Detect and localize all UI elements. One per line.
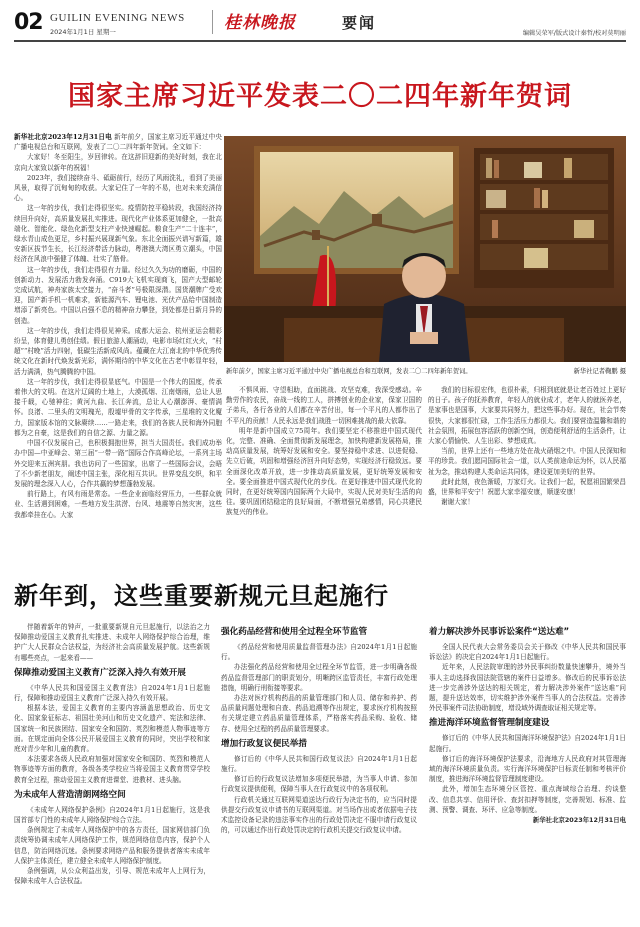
paragraph (221, 754, 417, 774)
paragraph-text: 此外，增加生态环境分区管控、重点海域综合治理、约谈整改、信息共享、信用评价、查封扣押等制度，完善规划、标准、监测、预警、调查、环评、应急等制度。 (429, 785, 626, 814)
paragraph (14, 825, 210, 866)
news-photo-illustration (224, 136, 626, 362)
page-header (14, 6, 626, 40)
speech-column-left (14, 132, 222, 550)
paragraph-text: 大家好！冬至阳生，岁回律转。在这辞旧迎新的美好时刻，我在北京向大家致以新年的祝福！ (14, 153, 222, 172)
paragraph (14, 683, 210, 703)
header-rule (14, 40, 626, 42)
paragraph (429, 754, 626, 785)
editor-credits: 编辑吴荣军/版式设计秦哲/校对莫明丽 (522, 30, 626, 37)
paragraph-text: 条例强调，从公众利益出发，引导、规范未成年人上网行为，保障未成年人合法权益。 (14, 867, 210, 886)
paragraph-text: 近年来，人民法院审理的涉外民事纠纷数量快速攀升，境外当事人主动选择我国法院管辖的案件日益增多。修改后的民事诉讼法进一步完善涉外送达的相关规定，着力解决涉外案件“送达难”问题，提升送达效率，切实维护涉外案件当事人的合法权益。完善涉外民事案件司法协助制度，增设域外调查取证相关规定等。 (429, 663, 626, 713)
paragraph-text: 这一年的步伐，我们走得很坚实。疫情防控平稳转段，我国经济持续回升向好，高质量发展扎实推进。现代化产业体系更加健全，一批高端化、智能化、绿色化新型支柱产业快速崛起。粮食生产“二十连丰”，绿水青山成色更足，乡村振兴展现新气象。东北全面振兴谱写新篇，雄安新区拔节生长，长江经济带活力脉动，粤港澳大湾区勇立潮头，中国经济在风浪中强健了体魄、壮实了筋骨。 (14, 204, 222, 264)
main-headline: 国家主席习近平发表二〇二四年新年贺词 (68, 81, 572, 112)
speech-column-right (428, 385, 626, 563)
paragraph (221, 795, 417, 836)
paragraph-text: 新年前夕，国家主席习近平通过中央广播电视总台和互联网，发表了二〇二四年新年贺词。全文如下： (14, 133, 222, 152)
paragraph (428, 477, 626, 497)
issue-date: 2024年1月1日 星期一 (50, 28, 116, 36)
paragraph-text: 不惧风雨、守望相助，直面挑战、攻坚克难，我深受感动。辛勤劳作的农民，奋战一线的工人，拼搏创业的企业家，保家卫国的子弟兵，各行各业的人们都在辛苦付出，每一个平凡的人都作出了不平凡的贡献！人民永远是我们战胜一切困难挑战的最大依靠。 (226, 386, 422, 425)
speech-column-middle (226, 385, 422, 563)
paragraph (14, 622, 210, 663)
paragraph (221, 662, 417, 693)
section-subheading: 增加行政复议便民举措 (221, 738, 307, 749)
section-name: 要闻 (342, 14, 377, 32)
paragraph-text: 修订后的行政复议法增加多项便民举措，为当事人申请、参加行政复议提供便利，保障当事人在行政复议中的各项权利。 (221, 775, 417, 794)
paragraph (429, 733, 626, 753)
paragraph (429, 642, 626, 662)
paragraph-text: 谢谢大家！ (441, 498, 474, 507)
paragraph (14, 173, 222, 204)
regulations-column-1 (14, 622, 210, 922)
paragraph-text: 修订后的《中华人民共和国海洋环境保护法》自2024年1月1日起施行。 (429, 734, 626, 753)
paragraph (428, 446, 626, 477)
paragraph (221, 693, 417, 734)
section-subheading: 着力解决涉外民事诉讼案件“送达难” (429, 627, 570, 637)
paragraph-text: 我们的目标很宏伟，也很朴素，归根到底就是让老百姓过上更好的日子。孩子的抚养教育，年轻人的就业成才，老年人的就医养老，是家事也是国事，大家要共同努力，把这些事办好。现在，社会节奏很快，大家都很忙碌，工作生活压力都很大。我们要营造温馨和谐的社会氛围，拓展包容活跃的创新空间，创造便利舒适的生活条件，让大家心情愉快、人生出彩、梦想成真。 (428, 386, 626, 446)
paragraph-text: 明年是新中国成立75周年。我们要坚定不移推进中国式现代化，完整、准确、全面贯彻新发展理念，加快构建新发展格局，推动高质量发展，统筹好发展和安全。要坚持稳中求进、以进促稳、先立后破，巩固和增强经济回升向好态势，实现经济行稳致远。要全面深化改革开放，进一步推动高质量发展，更好统筹发展和安全。要全面推进中国式现代化的步伐。在更好推进中国式现代化的同时，在更好统筹国内国际两个大局中，实现人民对美好生活的向往。要巩固团结稳定的良好局面，不断增强兄弟感情，同心共建民族复兴的伟业。 (226, 426, 422, 517)
paper-logo: 桂林晚报 (224, 13, 296, 33)
paragraph-text: 这一年的步伐，我们走得很见神采。成都大运会、杭州亚运会精彩纷呈，体育健儿勇创佳绩。假日旅游人潮涌动，电影市场红红火火，“村超”“村晚”活力四射，低碳生活新成风尚。蕴藏在大江南北的中华优秀传统文化在新时代焕发新光彩，满怀期待的中华文化在古老中彰显年轻，活力满满，热气腾腾的中国。 (14, 326, 222, 376)
paragraph (428, 385, 626, 446)
paragraph-text: 《中华人民共和国爱国主义教育法》自2024年1月1日起施行，保障和推动爱国主义教育广泛深入持久有效开展。 (14, 683, 210, 703)
paragraph (14, 152, 222, 172)
paragraph (14, 265, 222, 326)
paragraph-text: 修订后的《中华人民共和国行政复议法》自2024年1月1日起施行。 (221, 754, 417, 774)
paragraph (428, 497, 626, 507)
paragraph-text: 此时此刻，夜色渐暖，万家灯火。让我们一起，祝愿祖国繁荣昌盛，世界和平安宁！祝愿大家幸福安康，顺遂安康！ (428, 477, 626, 497)
paragraph-text: 《药品经营和使用质量监督管理办法》自2024年1月1日起施行。 (221, 643, 417, 662)
regulations-column-2 (221, 622, 417, 922)
paragraph (14, 203, 222, 264)
paragraph (14, 754, 210, 785)
paragraph-text: 行政机关通过互联网渠道送达行政行为决定书的，应当同时提供提交行政复议申请书的互联网渠道。对当场作出或者依据电子技术监控设备记录的违法事实作出的行政处罚决定不服申请行政复议的，可以通过作出行政处罚决定的行政机关提交行政复议申请。 (221, 795, 417, 835)
paragraph-text: 全国人民代表大会常务委员会关于修改《中华人民共和国民事诉讼法》的决定自2024年1月1日起施行。 (429, 643, 626, 662)
photo-credit: 新华社记者鞠鹏 摄 (573, 368, 626, 375)
paragraph (14, 438, 222, 489)
paper-name-en: GUILIN EVENING NEWS (50, 12, 185, 24)
paragraph-text: 办法对医疗机构药品的质量管理部门和人员、储存和养护、药品质量问题处理和自查、药品追溯等作出规定，要求医疗机构按照有关规定建立药品质量管理体系，严格落实药品采购、验收、储存、使用全过程的药品质量管理要求。 (221, 694, 417, 733)
paragraph-text: 伴随着新年的钟声，一批重要新规自元旦起施行，以法治之力保障推动爱国主义教育扎实推进、未成年人网络保护综合治理，维护广大人民群众合法权益，为经济社会高质量发展护航。这些新规有哪些亮点，一起来看—— (14, 623, 210, 662)
section-subheading: 保障推动爱国主义教育广泛深入持久有效开展 (14, 667, 186, 678)
paragraph (429, 784, 626, 815)
paragraph (221, 774, 417, 794)
paragraph-text: 这一年的步伐，我们走得很有力量。经过久久为功的磨砺，中国的创新动力、发展活力勃发奔涌。C919大飞机实现商飞，国产大型邮轮完成试航，神舟家族太空接力，“奋斗者”号极限深潜。国货潮牌广受欢迎，国产新手机一机难求，新能源汽车、锂电池、光伏产品给中国制造增添了新亮色。中国以自强不息的精神奋力攀登，到处都是日新月异的创造。 (14, 265, 222, 325)
paragraph (14, 866, 210, 886)
paragraph (221, 642, 417, 662)
news-photo (224, 136, 626, 362)
paragraph-text: 办法强化药品经营和使用全过程全环节监管，进一步明确各级药品监督管理部门的职责划分，明晰跨区监管责任，丰富行政处理措施，明确行刑衔接等要求。 (221, 663, 417, 692)
paragraph (226, 385, 422, 426)
section-subheading: 强化药品经营和使用全过程全环节监管 (221, 627, 368, 637)
header-divider (212, 10, 213, 34)
dateline: 新华社北京2023年12月31日电 (14, 133, 112, 141)
paragraph (429, 662, 626, 713)
paragraph-text: 修订后的海洋环境保护法要求，沿海地方人民政府对其管理海域的海洋环境质量负责。实行海洋环境保护目标责任制和考核评价制度，推进海洋环境监督管理制度建设。 (429, 754, 626, 784)
photo-caption (226, 366, 626, 375)
second-headline: 新年到，这些重要新规元旦起施行 (14, 582, 389, 610)
paragraph-text: 中国不仅发展自己，也积极拥抱世界，担当大国责任。我们成功举办中国—中亚峰会、第三届“一带一路”国际合作高峰论坛，一系列主场外交迎来五洲宾朋。我也访问了一些国家，出席了一些国际会议，会晤了不少新老朋友，阐述中国主张，深化相互共识。世界变乱交织，和平发展的理念深入人心，合作共赢的梦想蓬勃发展。 (14, 439, 222, 488)
photo-caption-text: 新年前夕，国家主席习近平通过中央广播电视总台和互联网，发表二〇二四年新年贺词。 (226, 368, 472, 375)
paragraph (14, 703, 210, 754)
regulations-column-3 (429, 622, 626, 922)
article-signature: 新华社北京2023年12月31日电 (532, 816, 626, 825)
section-subheading: 为未成年人营造清朗网络空间 (14, 789, 126, 800)
paragraph (14, 377, 222, 438)
paragraph (226, 426, 422, 518)
paragraph (14, 132, 222, 152)
page-number: 02 (14, 10, 43, 35)
paragraph-text: 本法要求各级人民政府加强对国家安全和国防、英烈和模范人物事迹等方面的教育，各级各类学校应当将爱国主义教育贯穿学校教育全过程，推动爱国主义教育进课堂、进教材、进头脑。 (14, 755, 210, 784)
paragraph-text: 条例规定了未成年人网络保护中的各方责任，国家网信部门负责统筹协调未成年人网络保护工作，规范网络信息内容，保护个人信息，防治网络沉迷。条例要求网络产品和服务提供者落实未成年人保护主体责任，建立健全未成年人网络保护制度。 (14, 826, 210, 865)
section-subheading: 推进海洋环境监督管理制度建设 (429, 718, 550, 729)
paragraph-text: 2023年，我们接续奋斗、砥砺前行，经历了风雨洗礼，看到了美丽风景，取得了沉甸甸的收获。大家记住了一年的不易，也对未来充满信心。 (14, 173, 222, 203)
paragraph (14, 489, 222, 520)
paragraph (14, 805, 210, 825)
paragraph-text: 《未成年人网络保护条例》自2024年1月1日起施行，这是我国首部专门性的未成年人网络保护综合立法。 (14, 805, 210, 825)
paragraph (14, 326, 222, 377)
paragraph-text: 前行路上，有风有雨是常态。一些企业面临经营压力，一些群众就业、生活遇到困难，一些地方发生洪涝、台风、地震等自然灾害，这些我都牵挂在心。大家 (14, 490, 222, 519)
paragraph-text: 当前，世界上还有一些地方处在战火硝烟之中。中国人民深知和平的珍贵。我们愿同国际社会一道，以人类前途命运为怀，以人民福祉为念，推动构建人类命运共同体，建设更加美好的世界。 (428, 447, 626, 476)
paragraph-text: 这一年的步伐，我们走得很显底气。中国是一个伟大的国度，传承着伟大的文明。在这片辽阔的土地上，大漠孤烟、江南烟雨，总让人思接千载，心驰神往；黄河九曲、长江奔流，总让人心潮澎湃、豪情满怀。良渚、二里头的文明瑰光，殷墟甲骨的文字传承，三星堆的文化魔力，国家版本馆的文脉赓续……一路走来，我们的各族人民和海外同胞都为之自豪，这是我们的自信之源、力量之源。 (14, 377, 222, 437)
paragraph-text: 根据本法，爱国主义教育的主要内容涵盖思想政治、历史文化、国家象征标志、祖国壮美河山和历史文化遗产、宪法和法律、国家统一和民族团结、国家安全和国防、英烈和模范人物事迹等方面。在规定面向全体公民开展爱国主义教育的同时，突出学校和家庭对青少年和儿童的教育。 (14, 704, 210, 754)
